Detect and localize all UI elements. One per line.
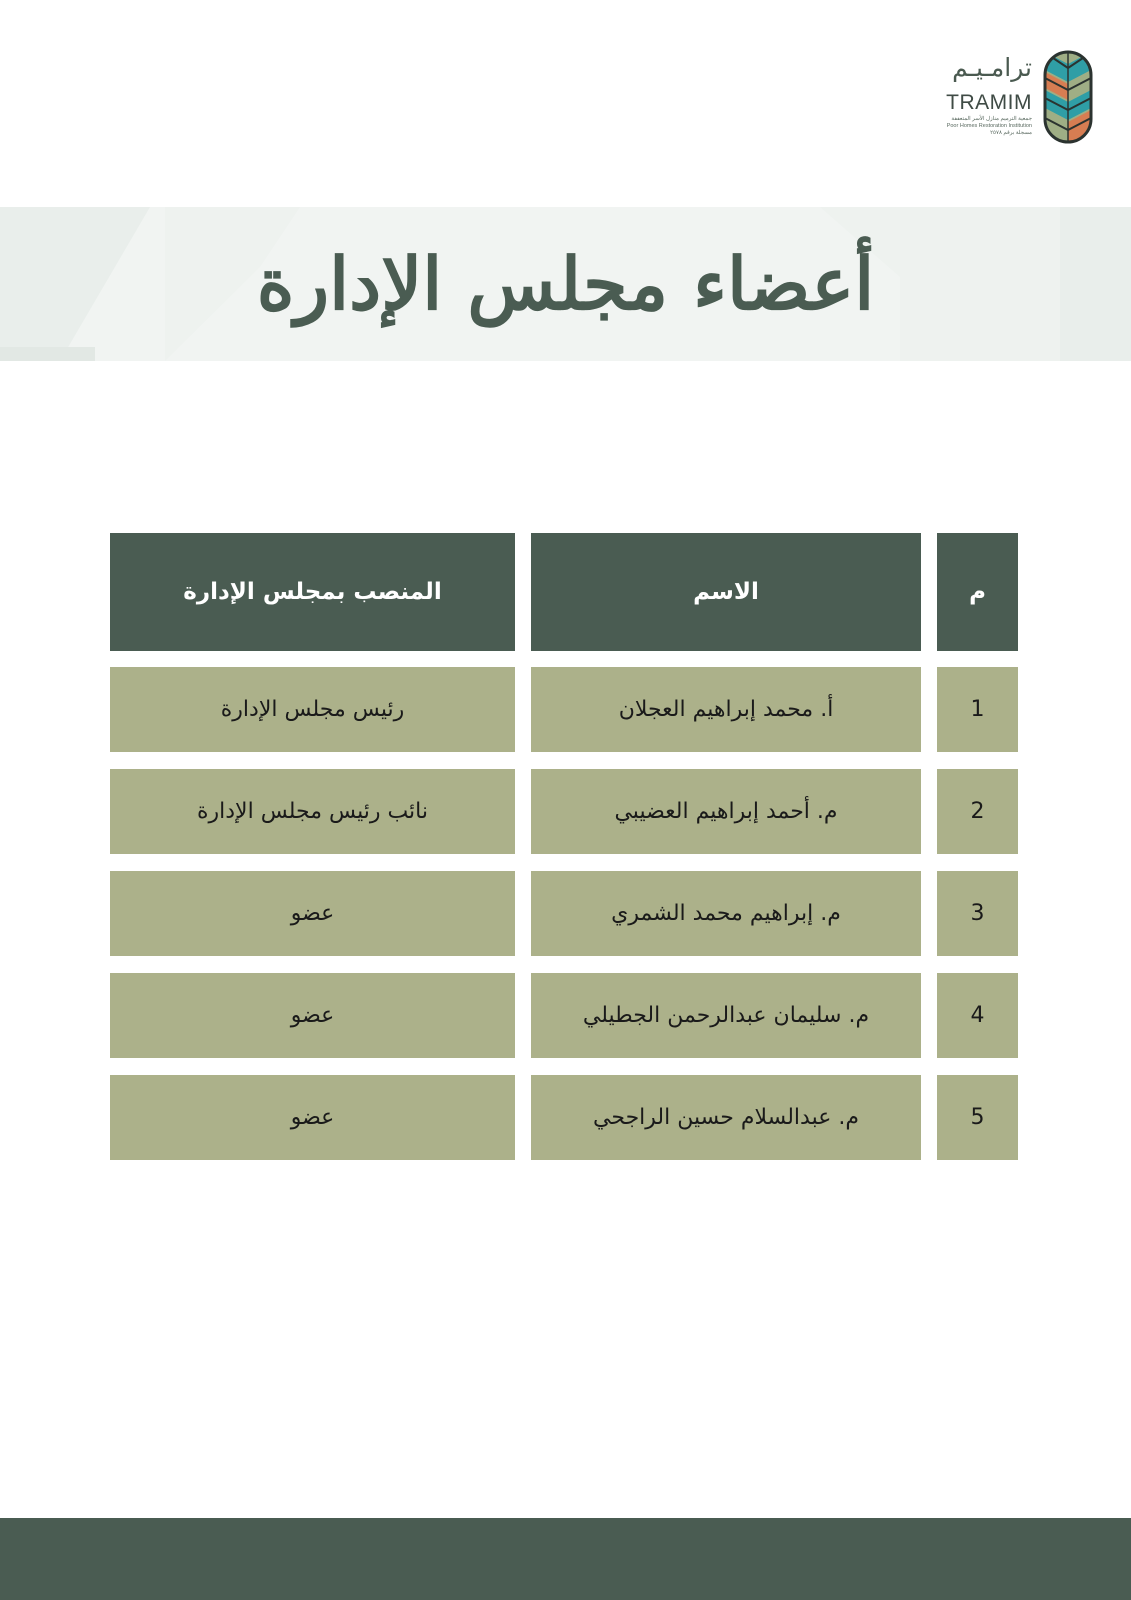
row-number: 3	[937, 871, 1018, 956]
title-band	[0, 207, 1131, 361]
logo-subtitle-english: Poor Homes Restoration Institution	[946, 123, 1032, 129]
page-title: أعضاء مجلس الإدارة	[256, 241, 875, 326]
table-row	[110, 667, 1018, 752]
board-members-table	[110, 533, 1018, 1177]
table-row	[110, 871, 1018, 956]
header-name: الاسم	[531, 533, 921, 651]
table-row	[110, 769, 1018, 854]
row-position: عضو	[110, 1075, 515, 1160]
row-number: 2	[937, 769, 1018, 854]
table-row	[110, 1075, 1018, 1160]
row-name: أ. محمد إبراهيم العجلان	[531, 667, 921, 752]
footer-band	[0, 1518, 1131, 1600]
row-position: عضو	[110, 871, 515, 956]
row-name: م. أحمد إبراهيم العضيبي	[531, 769, 921, 854]
tramim-emblem-icon	[1043, 50, 1093, 144]
row-position: نائب رئيس مجلس الإدارة	[110, 769, 515, 854]
logo-arabic-name: ترامـيـم	[952, 53, 1032, 82]
row-number: 4	[937, 973, 1018, 1058]
row-name: م. إبراهيم محمد الشمري	[531, 871, 921, 956]
logo-registration: مسجلة برقم ٢٥٧٨	[990, 130, 1032, 136]
row-name: م. عبدالسلام حسين الراجحي	[531, 1075, 921, 1160]
logo-english-name: TRAMIM	[946, 91, 1032, 114]
table-header-row	[110, 533, 1018, 651]
logo-subtitle	[932, 116, 1032, 137]
row-position: عضو	[110, 973, 515, 1058]
row-number: 1	[937, 667, 1018, 752]
header-position: المنصب بمجلس الإدارة	[110, 533, 515, 651]
logo	[940, 50, 1090, 146]
table-row	[110, 973, 1018, 1058]
logo-subtitle-arabic: جمعية الترميم منازل الأسر المتعففة	[951, 116, 1032, 122]
row-number: 5	[937, 1075, 1018, 1160]
row-position: رئيس مجلس الإدارة	[110, 667, 515, 752]
row-name: م. سليمان عبدالرحمن الجطيلي	[531, 973, 921, 1058]
header-number: م	[937, 533, 1018, 651]
